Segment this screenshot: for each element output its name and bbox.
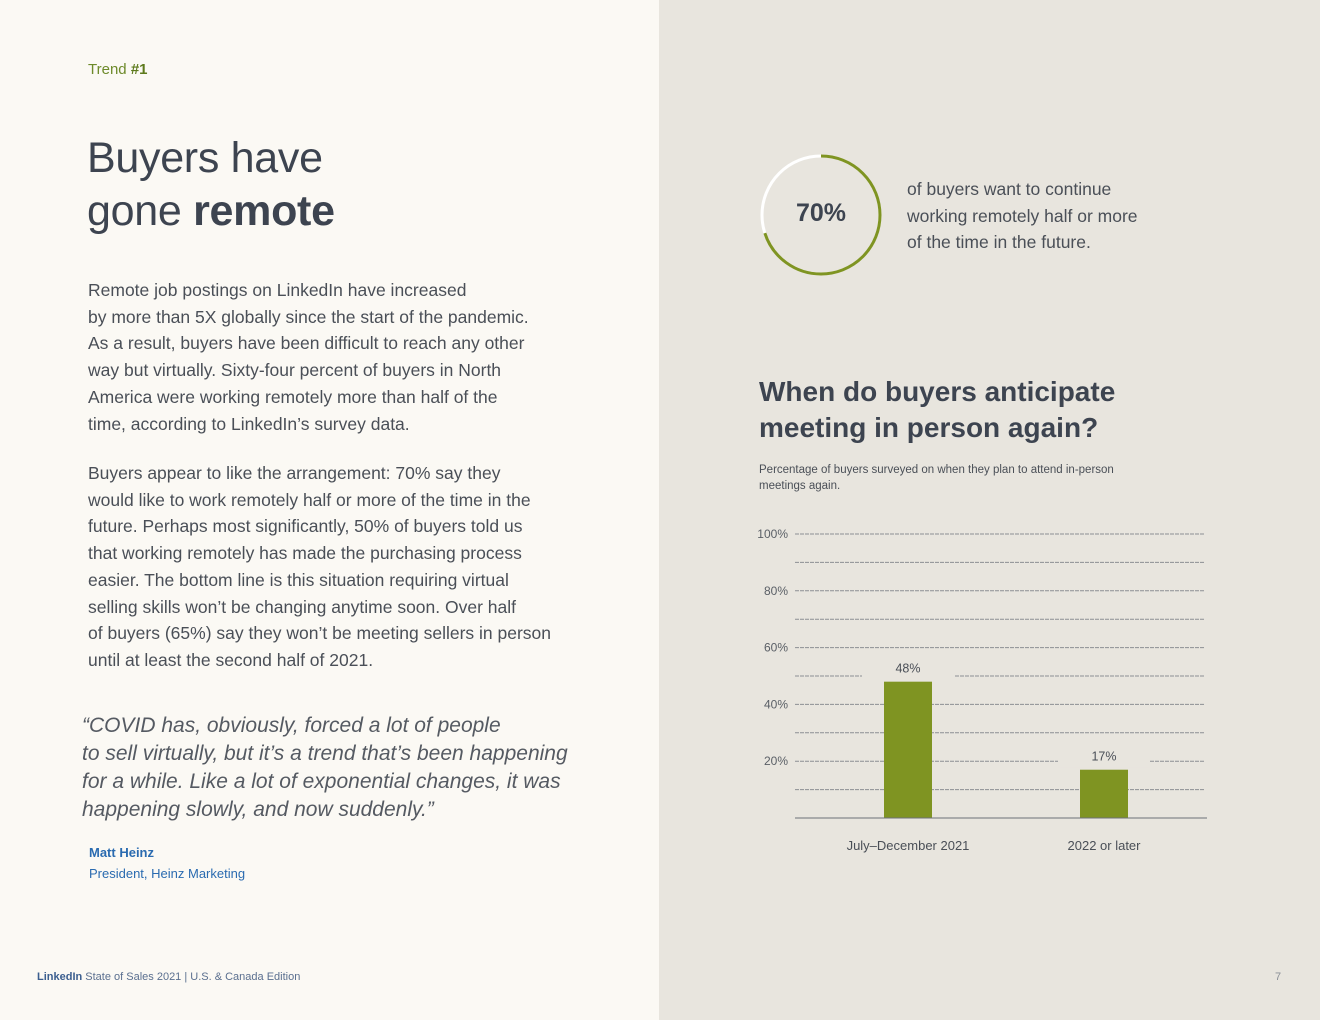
- y-tick-label: 100%: [757, 527, 788, 541]
- trend-prefix: Trend: [88, 61, 127, 78]
- title-line2-bold: remote: [193, 187, 335, 235]
- bar: [1080, 770, 1128, 818]
- x-tick-label: July–December 2021: [846, 838, 970, 853]
- footer-brand: LinkedIn: [37, 971, 83, 983]
- bar-value-label: 17%: [1091, 749, 1117, 764]
- quote-author: Matt Heinz: [89, 845, 154, 860]
- y-tick-label: 60%: [763, 640, 788, 655]
- y-tick-label: 20%: [763, 754, 788, 769]
- chart-title-bold: meeting in person: [759, 412, 1001, 443]
- footer: [37, 971, 300, 983]
- title-line1: Buyers have: [87, 134, 323, 182]
- quote-author-role: President, Heinz Marketing: [89, 866, 246, 881]
- trend-label: [88, 61, 148, 78]
- x-tick-label: 2022 or later: [1067, 838, 1141, 853]
- chart-title-rest: again?: [1000, 412, 1099, 443]
- stat-value: 70%: [795, 199, 847, 227]
- trend-number: #1: [130, 61, 148, 78]
- bar-value-label: 48%: [895, 661, 921, 676]
- y-tick-label: 40%: [763, 697, 788, 712]
- page-title: [87, 132, 335, 238]
- chart-title-line1: When do buyers anticipate: [759, 376, 1116, 407]
- y-tick-label: 80%: [763, 583, 788, 598]
- pull-quote: “COVID has, obviously, forced a lot of people to sell virtually, but it’s a trend that’s been happening for a while. Like a lot of exponential changes, it was happening slowly, and now suddenly.”: [82, 714, 568, 821]
- bar-chart: [740, 515, 1220, 875]
- stat-description: of buyers want to continue working remotely half or more of the time in the future.: [907, 179, 1138, 252]
- bar: [884, 682, 932, 818]
- body-paragraph-1: Remote job postings on LinkedIn have increased by more than 5X globally since the start of the pandemic. As a result, buyers have been difficult to reach any other way but virtually. Sixty-four percent of buyers in North America were working remotely more than half of the time, according to LinkedIn’s survey data.: [88, 280, 529, 434]
- title-line2-plain: gone: [87, 187, 194, 235]
- page-number: 7: [1275, 971, 1282, 983]
- chart-title: [759, 374, 1115, 446]
- body-paragraph-2: Buyers appear to like the arrangement: 70% say they would like to work remotely half or more of the time in the future. Perhaps most significantly, 50% of buyers told us that working remotely has made the purchasing process easier. The bottom line is this situation requiring virtual selling skills won’t be changing anytime soon. Over half of buyers (65%) say they won’t be meeting sellers in person until at least the second half of 2021.: [88, 463, 552, 670]
- footer-text: State of Sales 2021 | U.S. & Canada Edition: [82, 971, 301, 983]
- chart-subtitle: Percentage of buyers surveyed on when they plan to attend in-person meetings again.: [759, 464, 1114, 492]
